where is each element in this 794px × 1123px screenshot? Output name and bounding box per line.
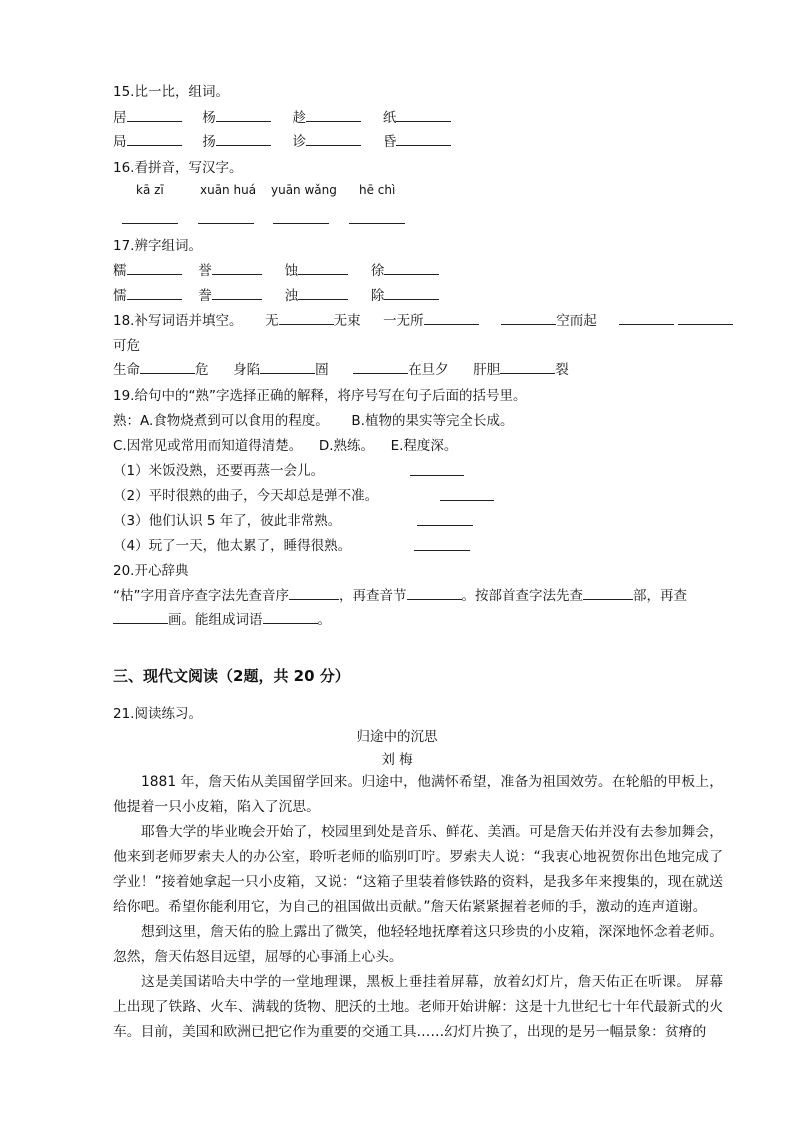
answer-blank[interactable] (407, 585, 462, 600)
answer-blank[interactable] (349, 222, 405, 224)
answer-blank[interactable] (417, 524, 473, 526)
article-paragraph: 耶鲁大学的毕业晚会开始了，校园里到处是音乐、鲜花、美酒。可是詹天佑并没有去参加舞会，他来到老师罗索夫人的办公室，聆听老师的临别叮咛。罗索夫人说：“我衷心地祝贺你出色地完成了学业！”接着她拿起一只小皮箱，又说：“这箱子里装着修铁路的资料，是我多年来搜集的，现在就送给你吧。希望你能利用它，为自己的祖国做出贡献。”詹天佑紧紧握着老师的手，激动的连声道谢。 (113, 824, 723, 915)
article-author: 刘 梅 (381, 752, 413, 768)
q17-char: 糯 (113, 263, 127, 279)
q18-title: 18.补写词语并填空。 (113, 313, 243, 329)
q18-word: 危 (195, 362, 209, 378)
q18-word: 在旦夕 (408, 362, 449, 378)
answer-blank[interactable] (619, 310, 674, 325)
q20-text: 。按部首查字法先查 (461, 588, 583, 604)
q19-item: （4）玩了一天，他太累了，睡得很熟。 (113, 538, 352, 554)
answer-blank[interactable] (298, 285, 348, 300)
q17-row1 (113, 259, 439, 279)
answer-blank[interactable] (279, 310, 334, 325)
q15-char: 扬 (202, 134, 216, 150)
q15-row2 (113, 130, 451, 150)
answer-blank[interactable] (113, 609, 168, 624)
q15-char: 杨 (202, 110, 216, 126)
answer-blank[interactable] (306, 107, 361, 122)
answer-blank[interactable] (440, 499, 494, 501)
q19-defs-1 (113, 409, 513, 429)
q17-char: 徐 (370, 263, 385, 279)
q17-char: 懦 (113, 288, 127, 304)
q18-word: 无束 (333, 313, 361, 329)
q19-def: B.植物的果实等完全长成。 (351, 413, 514, 429)
q15-char: 纸 (382, 110, 397, 126)
q15-title: 15.比一比，组词。 (113, 84, 229, 100)
q17-row2 (113, 284, 439, 304)
answer-blank[interactable] (678, 310, 733, 325)
q19-def: D.熟练。 (318, 438, 374, 454)
q15-row1 (113, 106, 451, 126)
q19-item: （1）米饭没熟，还要再蒸一会儿。 (113, 463, 325, 479)
article-paragraph: 想到这里，詹天佑的脸上露出了微笑，他轻轻地抚摩着这只珍贵的小皮箱，深深地怀念着老师。忽然，詹天佑怒目远望，屈辱的心事涌上心头。 (113, 924, 723, 965)
q19-def: E.程度深。 (390, 438, 458, 454)
answer-blank[interactable] (122, 222, 178, 224)
answer-blank[interactable] (583, 585, 633, 600)
answer-blank[interactable] (273, 222, 329, 224)
answer-blank[interactable] (140, 359, 195, 374)
answer-blank[interactable] (353, 359, 408, 374)
answer-blank[interactable] (306, 131, 361, 146)
section-heading: 三、现代文阅读（2题，共 20 分） (113, 667, 350, 685)
q19-item: （3）他们认识 5 年了，彼此非常熟。 (113, 513, 342, 529)
q20-text: ，再查音节 (339, 588, 407, 604)
answer-blank[interactable] (410, 474, 464, 476)
pinyin-label: hē chì (359, 183, 396, 197)
q17-char: 除 (370, 288, 385, 304)
answer-blank[interactable] (396, 107, 451, 122)
q15-char: 昏 (382, 134, 397, 150)
q15-char: 诊 (292, 134, 307, 150)
q16-title: 16.看拼音，写汉字。 (113, 160, 243, 176)
answer-blank[interactable] (212, 260, 262, 275)
q19-def: C.因常见或常用而知道得清楚。 (113, 438, 303, 454)
answer-blank[interactable] (500, 359, 555, 374)
q20-text: “枯”字用音序查字法先查音序 (113, 588, 289, 604)
article-title: 归途中的沉思 (356, 729, 438, 745)
answer-blank[interactable] (127, 260, 182, 275)
q15-char: 趁 (292, 110, 307, 126)
q17-char: 蚀 (284, 263, 299, 279)
pinyin-label: kā zī (136, 183, 164, 197)
answer-blank[interactable] (396, 131, 451, 146)
answer-blank[interactable] (198, 222, 254, 224)
q18-word: 一无所 (383, 313, 424, 329)
answer-blank[interactable] (298, 260, 348, 275)
answer-blank[interactable] (127, 107, 182, 122)
q18-word: 生命 (113, 362, 140, 378)
answer-blank[interactable] (501, 310, 556, 325)
q20-title: 20.开心辞典 (113, 563, 189, 579)
q15-char: 居 (113, 110, 127, 126)
q20-text: 部，再查 (633, 588, 687, 604)
q21-title: 21.阅读练习。 (113, 706, 202, 722)
q18-line1 (113, 309, 733, 329)
q18-line2 (113, 358, 569, 378)
answer-blank[interactable] (384, 285, 439, 300)
q20-text: 。 (317, 612, 331, 628)
answer-blank[interactable] (216, 131, 271, 146)
pinyin-label: yuān wǎng (271, 183, 337, 197)
q19-title: 19.给句中的“熟”字选择正确的解释，将序号写在句子后面的括号里。 (113, 388, 527, 404)
q19-def: 熟：A.食物烧煮到可以食用的程度。 (113, 413, 329, 429)
answer-blank[interactable] (212, 285, 262, 300)
q20-line2 (113, 608, 331, 628)
q19-defs-2 (113, 434, 457, 454)
q15-char: 局 (113, 134, 127, 150)
answer-blank[interactable] (263, 609, 318, 624)
q17-title: 17.辨字组词。 (113, 238, 202, 254)
answer-blank[interactable] (384, 260, 439, 275)
article-paragraph: 这是美国诺哈夫中学的一堂地理课，黑板上垂挂着屏幕，放着幻灯片，詹天佑正在听课。 屏幕上出现了铁路、火车、满载的货物、肥沃的土地。老师开始讲解：这是十九世纪七十年代最新式的火车。目前，美国和欧洲已把它作为重要的交通工具……幻灯片换了，出现的是另一幅景象：贫瘠的 (113, 974, 723, 1040)
answer-blank[interactable] (127, 285, 182, 300)
q17-char: 誊 (198, 288, 212, 304)
q20-text: 画。能组成词语 (168, 612, 263, 628)
q18-word: 裂 (555, 362, 569, 378)
answer-blank[interactable] (424, 310, 479, 325)
q17-char: 浊 (284, 288, 299, 304)
q18-word: 圄 (315, 362, 329, 378)
answer-blank[interactable] (260, 359, 315, 374)
q19-item: （2）平时很熟的曲子，今天却总是弹不准。 (113, 488, 379, 504)
q18-word: 肝胆 (473, 362, 501, 378)
q18-word: 空而起 (556, 313, 597, 329)
q18-word: 无 (265, 313, 279, 329)
answer-blank[interactable] (289, 585, 339, 600)
pinyin-label: xuān huá (200, 183, 257, 197)
answer-blank[interactable] (127, 131, 182, 146)
q17-char: 誉 (198, 263, 212, 279)
q20-line1 (113, 584, 687, 604)
article-paragraph: 1881 年，詹天佑从美国留学回来。归途中，他满怀希望，准备为祖国效劳。在轮船的甲板上，他提着一只小皮箱，陷入了沉思。 (113, 774, 723, 815)
q18-word: 身陷 (233, 362, 261, 378)
q18-tail: 可危 (113, 338, 140, 354)
answer-blank[interactable] (414, 549, 470, 551)
answer-blank[interactable] (216, 107, 271, 122)
